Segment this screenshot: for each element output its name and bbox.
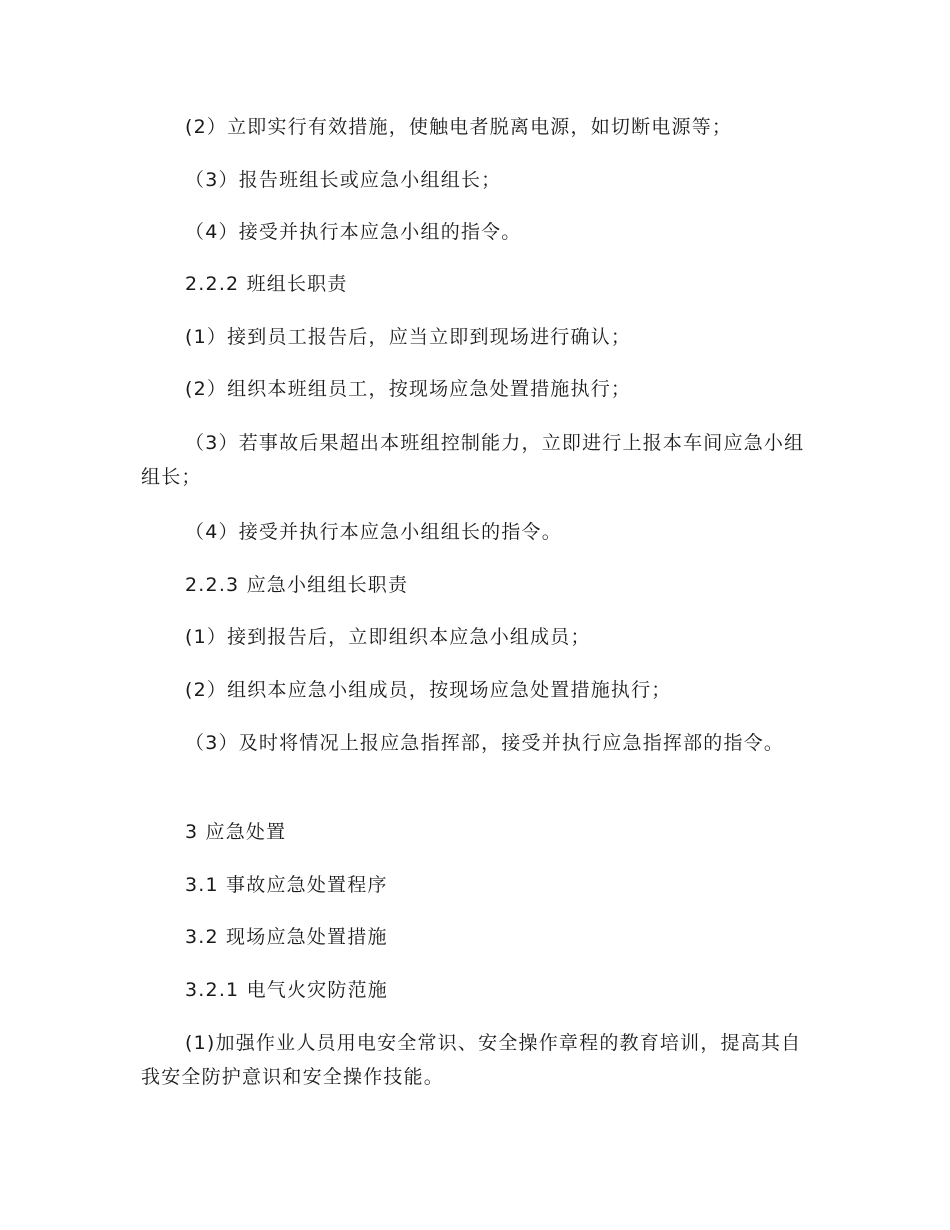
paragraph-8: （4）接受并执行本应急小组组长的指令。: [185, 521, 562, 543]
paragraph-12: （3）及时将情况上报应急指挥部，接受并执行应急指挥部的指令。: [185, 732, 785, 754]
section-heading-3-2-1: 3.2.1 电气火灾防范施: [185, 979, 388, 1001]
paragraph-5: (1）接到员工报告后，应当立即到现场进行确认；: [185, 326, 632, 348]
paragraph-2: （3）报告班组长或应急小组组长；: [185, 169, 502, 191]
section-heading-3-2: 3.2 现场应急处置措施: [185, 926, 388, 948]
section-heading-3-1: 3.1 事故应急处置程序: [185, 874, 388, 896]
paragraph-17: (1)加强作业人员用电安全常识、安全操作章程的教育培训，提高其自我安全防护意识和安全操作技能。: [141, 1032, 802, 1088]
section-heading-2-2-3: 2.2.3 应急小组组长职责: [185, 574, 409, 596]
paragraph-3: （4）接受并执行本应急小组的指令。: [185, 221, 522, 243]
section-heading-3: 3 应急处置: [185, 821, 287, 843]
paragraph-11: (2）组织本应急小组成员，按现场应急处置措施执行；: [185, 679, 672, 701]
paragraph-10: (1）接到报告后，立即组织本应急小组成员；: [185, 626, 591, 648]
paragraph-6: (2）组织本班组员工，按现场应急处置措施执行；: [185, 378, 632, 400]
paragraph-7: （3）若事故后果超出本班组控制能力，立即进行上报本车间应急小组组长；: [141, 432, 805, 488]
paragraph-1: (2）立即实行有效措施，使触电者脱离电源，如切断电源等；: [185, 116, 733, 138]
section-heading-2-2-2: 2.2.2 班组长职责: [185, 273, 348, 295]
